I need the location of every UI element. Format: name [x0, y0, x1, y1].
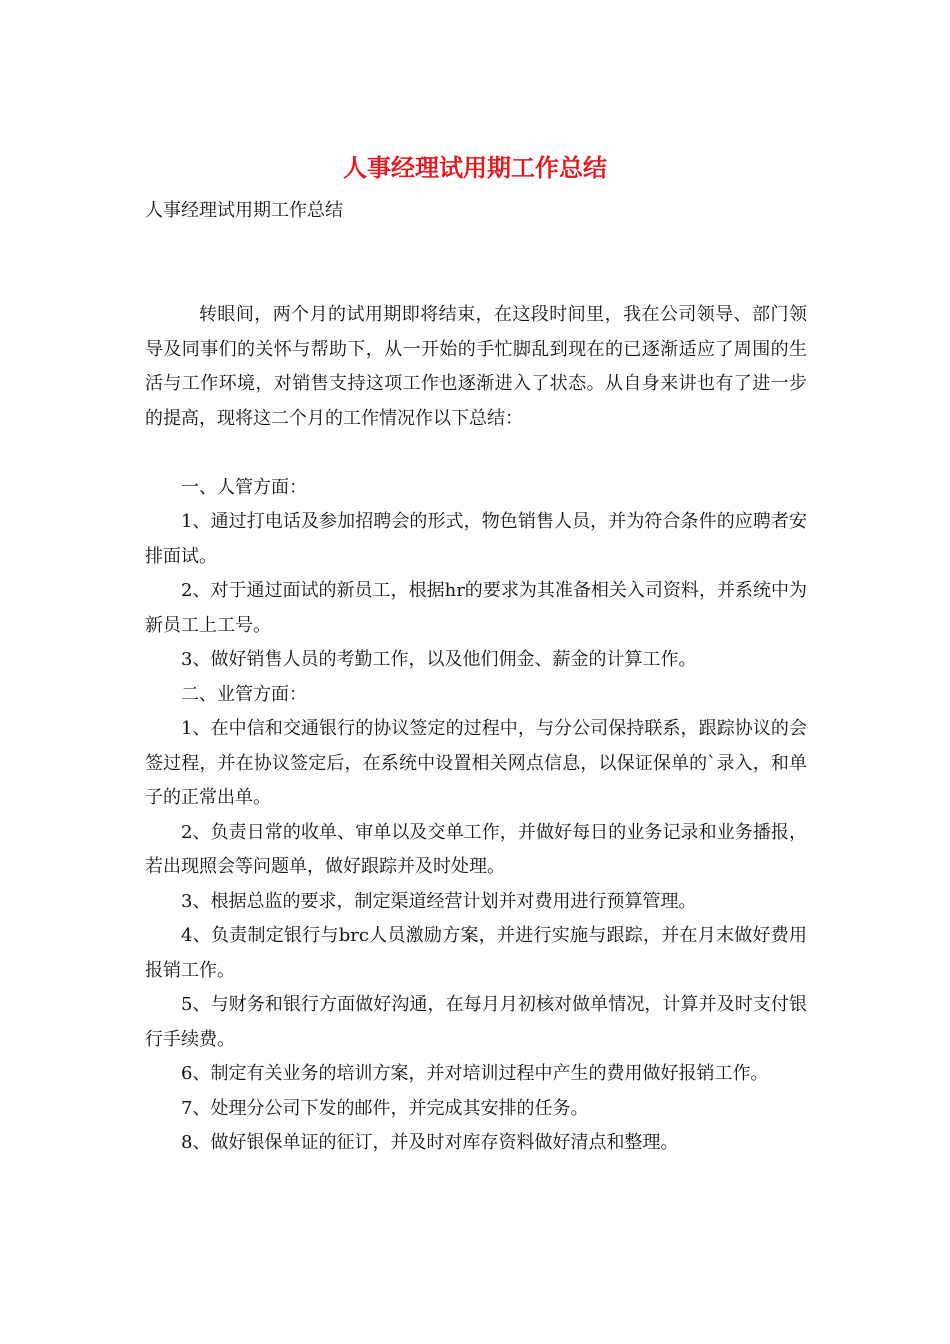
- section-heading: 二、业管方面：: [181, 683, 307, 705]
- list-item: 4、负责制定银行与brc人员激励方案，并进行实施与跟踪，并在月末做好费用报销工作。: [145, 925, 807, 981]
- list-item: 7、处理分公司下发的邮件，并完成其安排的任务。: [181, 1097, 589, 1119]
- document-title: 人事经理试用期工作总结: [343, 153, 607, 182]
- intro-paragraph: 转眼间，两个月的试用期即将结束，在这段时间里，我在公司领导、部门领导及同事们的关怀与帮助下，从一开始的手忙脚乱到现在的已逐渐适应了周围的生活与工作环境，对销售支持这项工作也逐渐进入了状态。从自身来讲也有了进一步的提高，现将这二个月的工作情况作以下总结：: [145, 304, 807, 429]
- paragraph-gap: [145, 436, 807, 471]
- section-heading: 一、人管方面：: [181, 476, 307, 498]
- list-item: 1、通过打电话及参加招聘会的形式，物色销售人员，并为符合条件的应聘者安排面试。: [145, 511, 807, 567]
- list-item: 6、制定有关业务的培训方案，并对培训过程中产生的费用做好报销工作。: [181, 1063, 769, 1084]
- list-item: 2、负责日常的收单、审单以及交单工作，并做好每日的业务记录和业务播报，若出现照会等问题单，做好跟踪并及时处理。: [145, 821, 807, 877]
- document-subtitle: 人事经理试用期工作总结: [145, 200, 343, 221]
- list-item: 3、根据总监的要求，制定渠道经营计划并对费用进行预算管理。: [181, 890, 697, 912]
- list-item: 3、做好销售人员的考勤工作，以及他们佣金、薪金的计算工作。: [181, 649, 697, 670]
- list-item: 1、在中信和交通银行的协议签定的过程中，与分公司保持联系，跟踪协议的会签过程，并在协议签定后，在系统中设置相关网点信息，以保证保单的`录入，和单子的正常出单。: [145, 718, 807, 808]
- document-body: [145, 298, 807, 1161]
- list-item: 2、对于通过面试的新员工，根据hr的要求为其准备相关入司资料，并系统中为新员工上工号。: [145, 580, 807, 636]
- list-item: 8、做好银保单证的征订，并及时对库存资料做好清点和整理。: [181, 1132, 679, 1153]
- list-item: 5、与财务和银行方面做好沟通，在每月月初核对做单情况，计算并及时支付银行手续费。: [145, 994, 807, 1050]
